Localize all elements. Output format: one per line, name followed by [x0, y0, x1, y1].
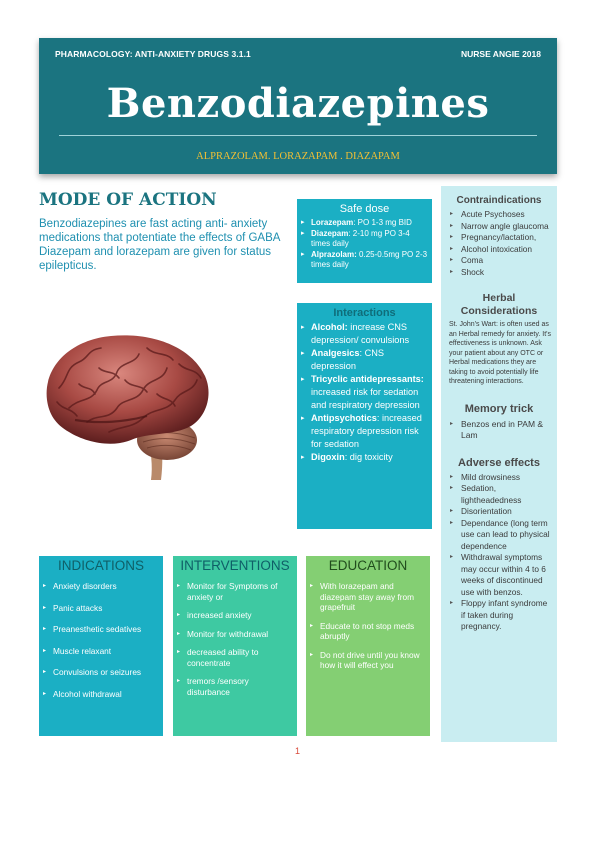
- list-item: ▸ Preanesthetic sedatives: [53, 624, 163, 635]
- list-item: ▸ decreased ability to concentrate: [187, 647, 297, 668]
- list-item: ▸ Monitor for withdrawal: [187, 629, 297, 640]
- interaction-item: [311, 321, 432, 347]
- safe-dose-box: [297, 199, 432, 283]
- header-banner: [39, 38, 557, 174]
- dose-item: [311, 229, 432, 250]
- interaction-item: [311, 373, 432, 412]
- side-panel: [441, 186, 557, 742]
- list-item: ▸ Monitor for Symptoms of anxiety or: [187, 581, 297, 602]
- drug-name: Lorazepam: [311, 218, 354, 227]
- list-item: ▸ Alcohol intoxication: [461, 244, 557, 256]
- mode-of-action-text: Benzodiazepines are fast acting anti- anxiety medications that potentiate the effects of GABA Diazepam and lorazepam are given for status epilepticus.: [39, 218, 280, 272]
- dose-text: : 2-10 mg PO 3-4 times daily: [311, 228, 410, 248]
- list-item: ▸ Floppy infant syndrome if taken during pregnancy.: [461, 598, 557, 633]
- interaction-item: [311, 347, 432, 373]
- drug-name: Alcohol:: [311, 322, 348, 332]
- indications-title: INDICATIONS: [57, 558, 144, 573]
- page-number: 1: [294, 746, 300, 756]
- list-item: ▸ Pregnancy/lactation,: [461, 232, 557, 244]
- adverse-effects-title: Adverse effects: [458, 456, 540, 469]
- drug-name: Alprazolam:: [311, 249, 357, 259]
- list-item: ▸ Anxiety disorders: [53, 581, 163, 592]
- education-title: EDUCATION: [328, 558, 408, 573]
- herbal-title: Herbal Considerations: [460, 292, 538, 317]
- list-item: ▸ Benzos end in PAM & Lam: [461, 419, 557, 442]
- interaction-text: : increased respiratory depression risk for sedation: [311, 413, 422, 449]
- interactions-title: Interactions: [333, 307, 396, 319]
- course-label: PHARMACOLOGY: ANTI-ANXIETY DRUGS 3.1.1: [55, 49, 251, 59]
- interaction-text: : dig toxicity: [344, 452, 393, 462]
- drug-name: Antipsychotics: [311, 413, 377, 423]
- list-item: ▸ Narrow angle glaucoma: [461, 221, 557, 233]
- list-item: ▸ Mild drowsiness: [461, 472, 557, 484]
- mode-of-action-heading: MODE OF ACTION: [39, 190, 217, 210]
- drug-name: Analgesics: [311, 348, 360, 358]
- indications-box: [39, 556, 163, 736]
- interactions-box: [297, 303, 432, 529]
- interaction-item: [311, 412, 432, 451]
- list-item: ▸ increased anxiety: [187, 610, 297, 621]
- safe-dose-title: Safe dose: [339, 203, 390, 215]
- list-item: ▸ Acute Psychoses: [461, 209, 557, 221]
- list-item: ▸ Disorientation: [461, 506, 557, 518]
- interaction-text: : CNS depression: [311, 348, 385, 371]
- interventions-title: INTERVENTIONS: [180, 558, 290, 573]
- list-item: ▸ Convulsions or seizures: [53, 667, 163, 678]
- list-item: ▸ Do not drive until you know how it will effect you: [320, 650, 430, 671]
- contraindications-title: Contraindications: [456, 195, 542, 206]
- memory-trick-title: Memory trick: [464, 402, 534, 415]
- title-divider: [59, 135, 537, 136]
- dose-text: : PO 1-3 mg BID: [353, 218, 412, 227]
- list-item: ▸ With lorazepam and diazepam stay away from grapefruit: [320, 581, 430, 613]
- list-item: ▸ tremors /sensory disturbance: [187, 676, 297, 697]
- brain-illustration: [39, 328, 214, 486]
- dose-text: 0.25-0.5mg PO 2-3 times daily: [311, 249, 428, 269]
- list-item: ▸ Sedation, lightheadedness: [461, 483, 557, 506]
- education-box: [306, 556, 430, 736]
- dose-item: [311, 250, 432, 271]
- interaction-text: increase CNS depression/ convulsions: [311, 322, 410, 345]
- list-item: ▸ Alcohol withdrawal: [53, 689, 163, 700]
- list-item: ▸ Coma: [461, 255, 557, 267]
- drug-name: Digoxin: [311, 452, 345, 462]
- list-item: ▸ Educate to not stop meds abruptly: [320, 621, 430, 642]
- page-title: Benzodiazepines: [106, 80, 490, 127]
- drug-name: Diazepam: [311, 228, 349, 238]
- drug-list-subtitle: ALPRAZOLAM. LORAZAPAM . DIAZAPAM: [196, 151, 400, 162]
- interventions-box: [173, 556, 297, 736]
- herbal-text: St. John's Wart: is often used as an Herbal remedy for anxiety. It's effectiveness is unknown. Ask your patient about any OTC or Herbal medications they are taking to avoid potentially life threatening interactions.: [449, 321, 551, 385]
- list-item: ▸ Muscle relaxant: [53, 646, 163, 657]
- interaction-text: increased risk for sedation and respiratory depression: [311, 387, 420, 410]
- list-item: ▸ Shock: [461, 267, 557, 279]
- dose-item: [311, 218, 432, 229]
- author-label: NURSE ANGIE 2018: [461, 49, 541, 59]
- drug-name: Tricyclic antidepressants:: [311, 374, 424, 384]
- list-item: ▸ Dependance (long term use can lead to physical dependence: [461, 518, 557, 553]
- list-item: ▸ Panic attacks: [53, 603, 163, 614]
- interaction-item: [311, 451, 432, 464]
- list-item: ▸ Withdrawal symptoms may occur within 4 to 6 weeks of discontinued use with benzos.: [461, 552, 557, 598]
